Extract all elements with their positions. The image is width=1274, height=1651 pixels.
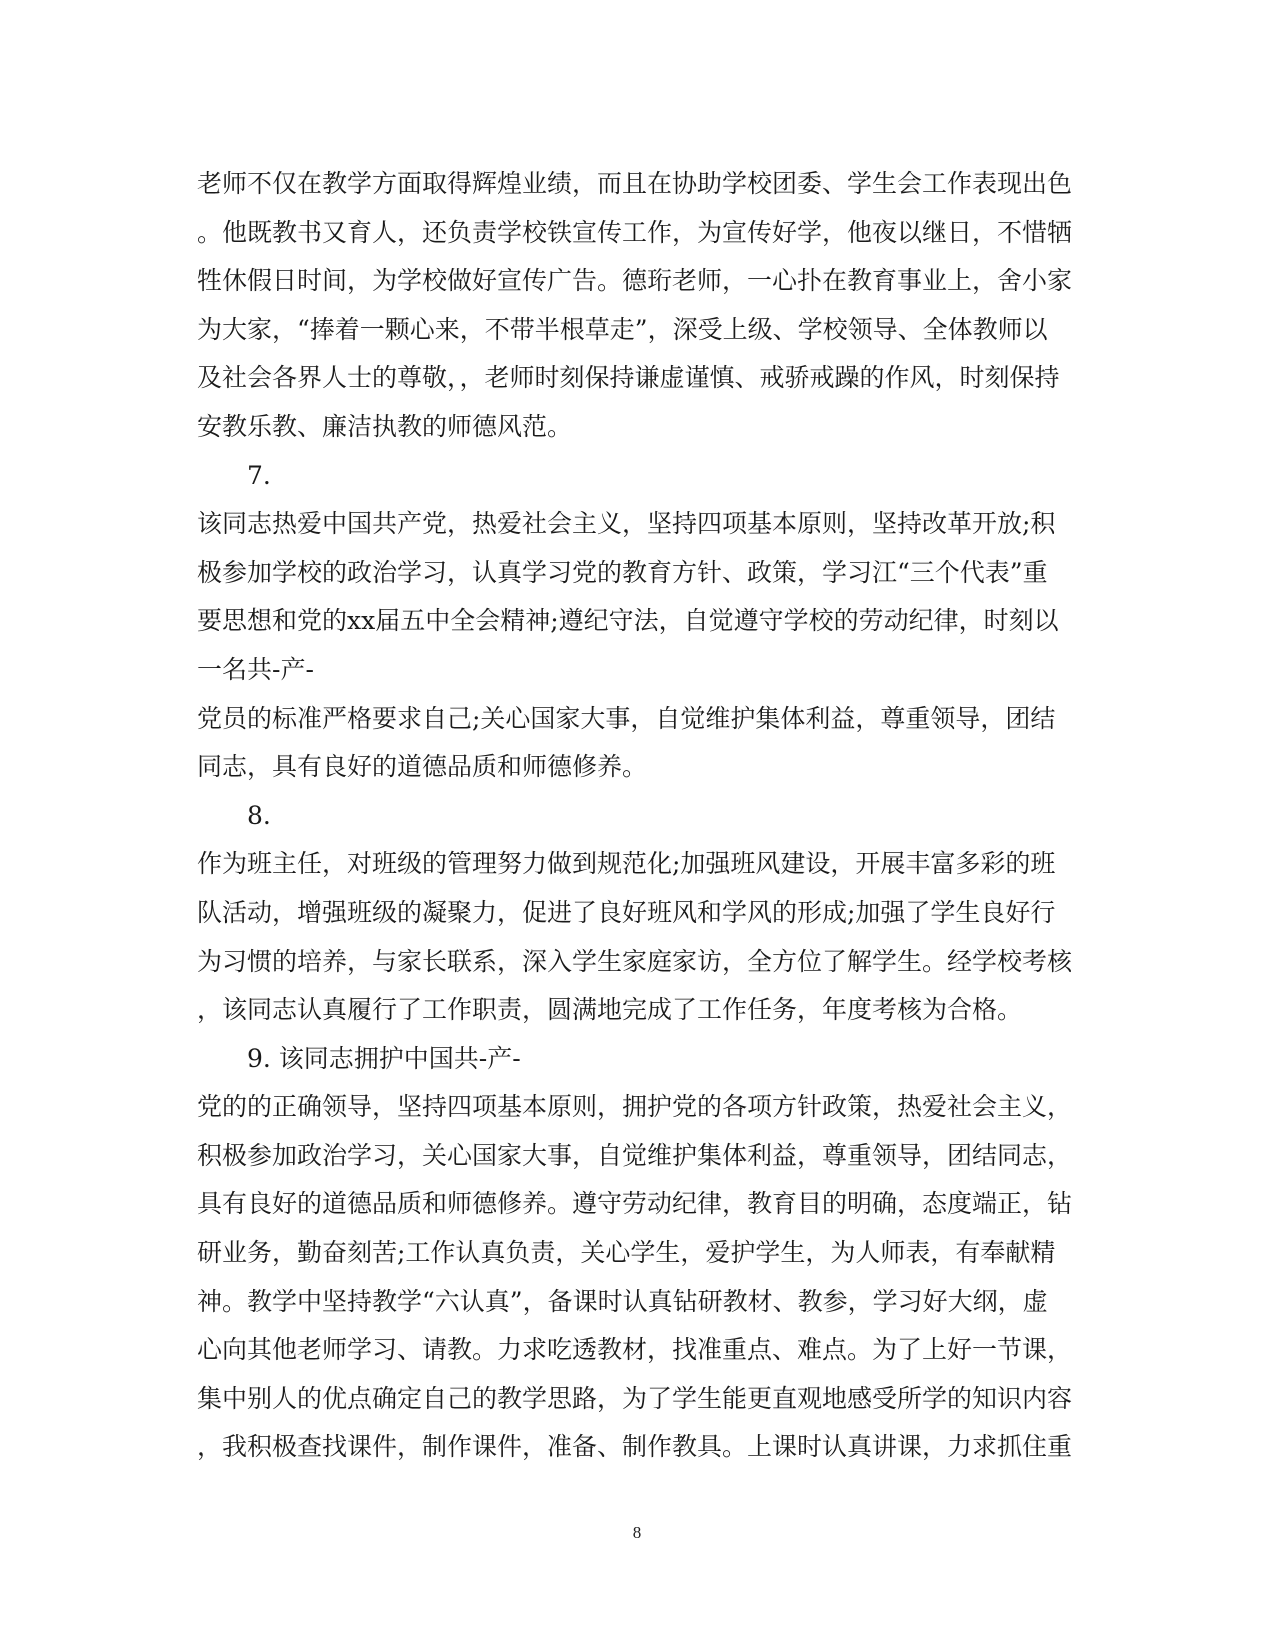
- text-line: ，该同志认真履行了工作职责，圆满地完成了工作任务，年度考核为合格。: [197, 995, 1023, 1025]
- body-text: [197, 160, 1077, 1472]
- text-line: 老师不仅在教学方面取得辉煌业绩，而且在协助学校团委、学生会工作表现出色: [197, 169, 1073, 198]
- text-line: 9. 该同志拥护中国共-产-: [247, 1043, 521, 1073]
- text-line: 该同志热爱中国共产党，热爱社会主义，坚持四项基本原则，坚持改革开放;积: [197, 509, 1056, 539]
- text-line: 为大家，“捧着一颗心来，不带半根草走”，深受上级、学校领导、全体教师以: [197, 314, 1048, 344]
- text-line: 研业务，勤奋刻苦;工作认真负责，关心学生，爱护学生，为人师表，有奉献精: [197, 1238, 1056, 1268]
- text-line: 具有良好的道德品质和师德修养。遵守劳动纪律，教育目的明确，态度端正，钻: [197, 1189, 1073, 1219]
- text-line: 极参加学校的政治学习，认真学习党的教育方针、政策，学习江“三个代表”重: [197, 557, 1048, 587]
- text-line: 一名共-产-: [197, 654, 314, 684]
- text-line: 。他既教书又育人，还负责学校铁宣传工作，为宣传好学，他夜以继日，不惜牺: [197, 217, 1073, 247]
- page-number: 8: [632, 1523, 642, 1542]
- text-line: 为习惯的培养，与家长联系，深入学生家庭家访，全方位了解学生。经学校考核: [197, 946, 1073, 976]
- text-line: 心向其他老师学习、请教。力求吃透教材，找准重点、难点。为了上好一节课，: [197, 1335, 1073, 1365]
- text-line: 及社会各界人士的尊敬，，老师时刻保持谦虚谨慎、戒骄戒躁的作风，时刻保持: [197, 363, 1060, 393]
- text-line: 集中别人的优点确定自己的教学思路，为了学生能更直观地感受所学的知识内容: [197, 1383, 1073, 1413]
- text-line: 党的的正确领导，坚持四项基本原则，拥护党的各项方针政策，热爱社会主义，: [197, 1092, 1073, 1122]
- text-line: 牲休假日时间，为学校做好宣传广告。德珩老师，一心扑在教育事业上，舍小家: [197, 266, 1073, 296]
- text-line: 8.: [247, 800, 271, 830]
- text-line: 党员的标准严格要求自己;关心国家大事，自觉维护集体利益，尊重领导，团结: [197, 703, 1056, 733]
- text-line: 神。教学中坚持教学“六认真”，备课时认真钻研教材、教参，学习好大纲，虚: [197, 1286, 1048, 1316]
- text-line: ，我积极查找课件，制作课件，准备、制作教具。上课时认真讲课，力求抓住重: [197, 1432, 1073, 1462]
- text-line: 安教乐教、廉洁执教的师德风范。: [197, 411, 573, 441]
- text-line: 队活动，增强班级的凝聚力，促进了良好班风和学风的形成;加强了学生良好行: [197, 897, 1056, 927]
- text-line: 同志，具有良好的道德品质和师德修养。: [197, 752, 648, 782]
- text-line: 7.: [247, 460, 271, 490]
- text-line: 积极参加政治学习，关心国家大事，自觉维护集体利益，尊重领导，团结同志，: [197, 1140, 1073, 1170]
- text-line: 作为班主任，对班级的管理努力做到规范化;加强班风建设，开展丰富多彩的班: [197, 849, 1056, 879]
- text-line: 要思想和党的xx届五中全会精神;遵纪守法，自觉遵守学校的劳动纪律，时刻以: [197, 606, 1059, 636]
